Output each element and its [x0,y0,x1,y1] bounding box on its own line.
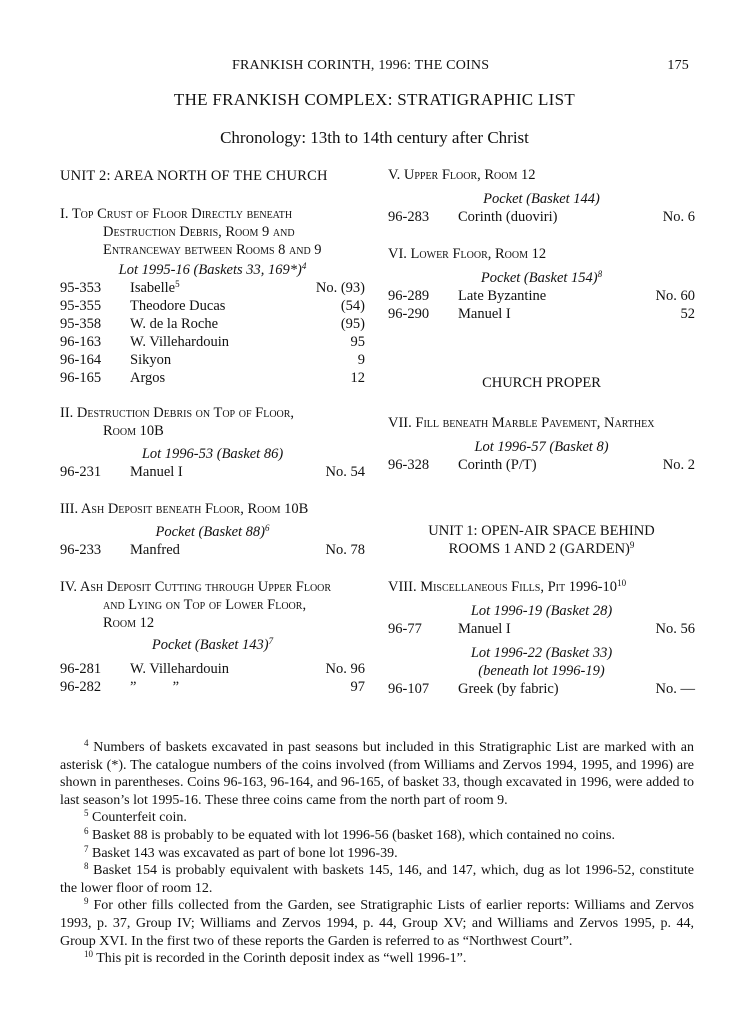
footnote-ref: 7 [268,636,274,646]
section-1-line2: Destruction Debris, Room 9 and [103,224,295,240]
footnote-ref: 4 [301,261,307,271]
unit1-heading [388,522,695,558]
table-row: 96-290 Manuel I 52 [388,306,695,322]
section-heading-4 [60,578,365,632]
lot-label: Lot 1996-22 (Basket 33) (beneath lot 1996-19) [470,645,613,679]
coin-table [60,279,365,387]
lot-label: Pocket (Basket 144) [483,191,600,207]
table-row: 96-107 Greek (by fabric) No. — [388,681,695,697]
section-4-line1: IV. Ash Deposit Cutting through Upper Floor [60,579,332,595]
footnote-ref: 8 [597,269,603,279]
section-8-line1: VIII. Miscellaneous Fills, Pit 1996-10 [388,579,618,595]
table-row: 96-163 W. Villehardouin 95 [60,334,365,350]
table-row: 96-328 Corinth (P/T) No. 2 [388,457,695,473]
table-row: 95-353 Isabelle$^5$ No. (93) [60,279,365,296]
running-head-title: FRANKISH CORINTH, 1996: THE COINS [232,58,490,73]
lot-label: Pocket (Basket 143)$^7$ [151,636,274,653]
table-row: 96-164 Sikyon 9 [60,352,365,368]
table-row: 96-282 ” ” 97 [60,679,365,695]
section-heading-6 [388,245,695,263]
section-4-line3: Room 12 [103,615,155,631]
footnote: $^4$ Numbers of baskets excavated in past seasons but included in this Stratigraphic List are marked with an asterisk (*). The catalogue numbers of the coins involved (from Williams and Zervos 1994, 1995, and 1996) are shown in parentheses. Coins 96-163, 96-164, and 96-165, of basket 33, though excavated in 1996, were added to last season’s lot 1995-16. These three coins came from the north part of room 9. [60,738,694,808]
section-6-line1: VI. Lower Floor, Room 12 [388,246,547,262]
footnote: $^7$ Basket 143 was excavated as part of bone lot 1996-39. [84,843,398,861]
coin-table [60,541,365,559]
table-row: 96-289 Late Byzantine No. 60 [388,288,695,304]
table-row: 96-281 W. Villehardouin No. 96 [60,661,365,677]
footnote-ref: 6 [265,523,270,533]
lot-label: Pocket (Basket 154)$^8$ [480,269,603,286]
table-row: 95-358 W. de la Roche (95) [60,316,365,332]
footnote-ref: 5 [175,279,180,289]
lot-label: Pocket (Basket 88)$^6$ [155,523,270,540]
coin-table [388,456,695,474]
section-1-line1: I. Top Crust of Floor Directly beneath [60,206,293,222]
table-row: 96-231 Manuel I No. 54 [60,464,365,480]
section-1-line3: Entranceway between Rooms 8 and 9 [103,242,322,258]
lot-label: Lot 1996-57 (Basket 8) [474,439,609,455]
unit1-heading-line2: ROOMS 1 AND 2 (GARDEN)$^9$ [448,540,635,557]
section-heading-2 [60,404,365,440]
section-5-line1: V. Upper Floor, Room 12 [388,167,536,183]
footnote: $^5$ Counterfeit coin. [84,808,187,826]
section-heading-7 [388,414,695,432]
coin-table [388,680,695,698]
lot-label: Lot 1996-19 (Basket 28) [470,603,613,619]
table-row: 95-355 Theodore Ducas (54) [60,298,365,314]
running-head [0,58,749,76]
unit1-heading-line1: UNIT 1: OPEN-AIR SPACE BEHIND [428,523,655,539]
section-7-line1: VII. Fill beneath Marble Pavement, Narthex [388,415,655,431]
page-number: 175 [667,58,689,73]
section-heading-3 [60,500,365,518]
coin-table [388,208,695,226]
footnote-ref: 10 [617,578,627,588]
table-row: 96-283 Corinth (duoviri) No. 6 [388,209,695,225]
footnote-ref: 9 [629,540,635,550]
lot-label: Lot 1995-16 (Baskets 33, 169*)$^4$ [118,261,307,278]
section-heading-5 [388,166,695,184]
section-2-line2: Room 10B [103,423,164,439]
footnote: $^{10}$ This pit is recorded in the Corinth deposit index as “well 1996-1”. [84,949,467,967]
section-heading-1 [60,205,365,259]
coin-table [60,463,365,481]
section-heading-8 [388,578,695,596]
coin-table [388,287,695,323]
lot-label: Lot 1996-53 (Basket 86) [141,446,284,462]
table-row: 96-233 Manfred No. 78 [60,542,365,558]
section-2-line1: II. Destruction Debris on Top of Floor, [60,405,295,421]
footnotes [60,739,694,968]
footnote: $^8$ Basket 154 is probably equivalent with baskets 145, 146, and 147, which, dug as lot 1996-52, constitute the lower floor of room 12. [60,861,694,896]
footnote: $^6$ Basket 88 is probably to be equated with lot 1996-56 (basket 168), which contained no coins. [84,825,615,843]
table-row: 96-77 Manuel I No. 56 [388,621,695,637]
coin-table [60,660,365,696]
section-4-line2: and Lying on Top of Lower Floor, [103,597,307,613]
coin-table [388,620,695,638]
main-title: THE FRANKISH COMPLEX: STRATIGRAPHIC LIST [173,90,576,109]
church-proper-heading: CHURCH PROPER [482,375,601,391]
footnote: $^9$ For other fills collected from the Garden, see Stratigraphic Lists of earlier reports: Williams and Zervos 1993, p. 37, Group IV; Williams and Zervos 1994, p. 44, Group XV; and Williams and Zervos 1995, p. 44, Group XVI. In the first two of these reports the Garden is referred to as “Northwest Court”. [60,896,695,949]
chronology: Chronology: 13th to 14th century after Christ [220,128,529,147]
unit2-heading: UNIT 2: AREA NORTH OF THE CHURCH [60,168,328,184]
section-3-line1: III. Ash Deposit beneath Floor, Room 10B [60,501,309,517]
table-row: 96-165 Argos 12 [60,370,365,386]
